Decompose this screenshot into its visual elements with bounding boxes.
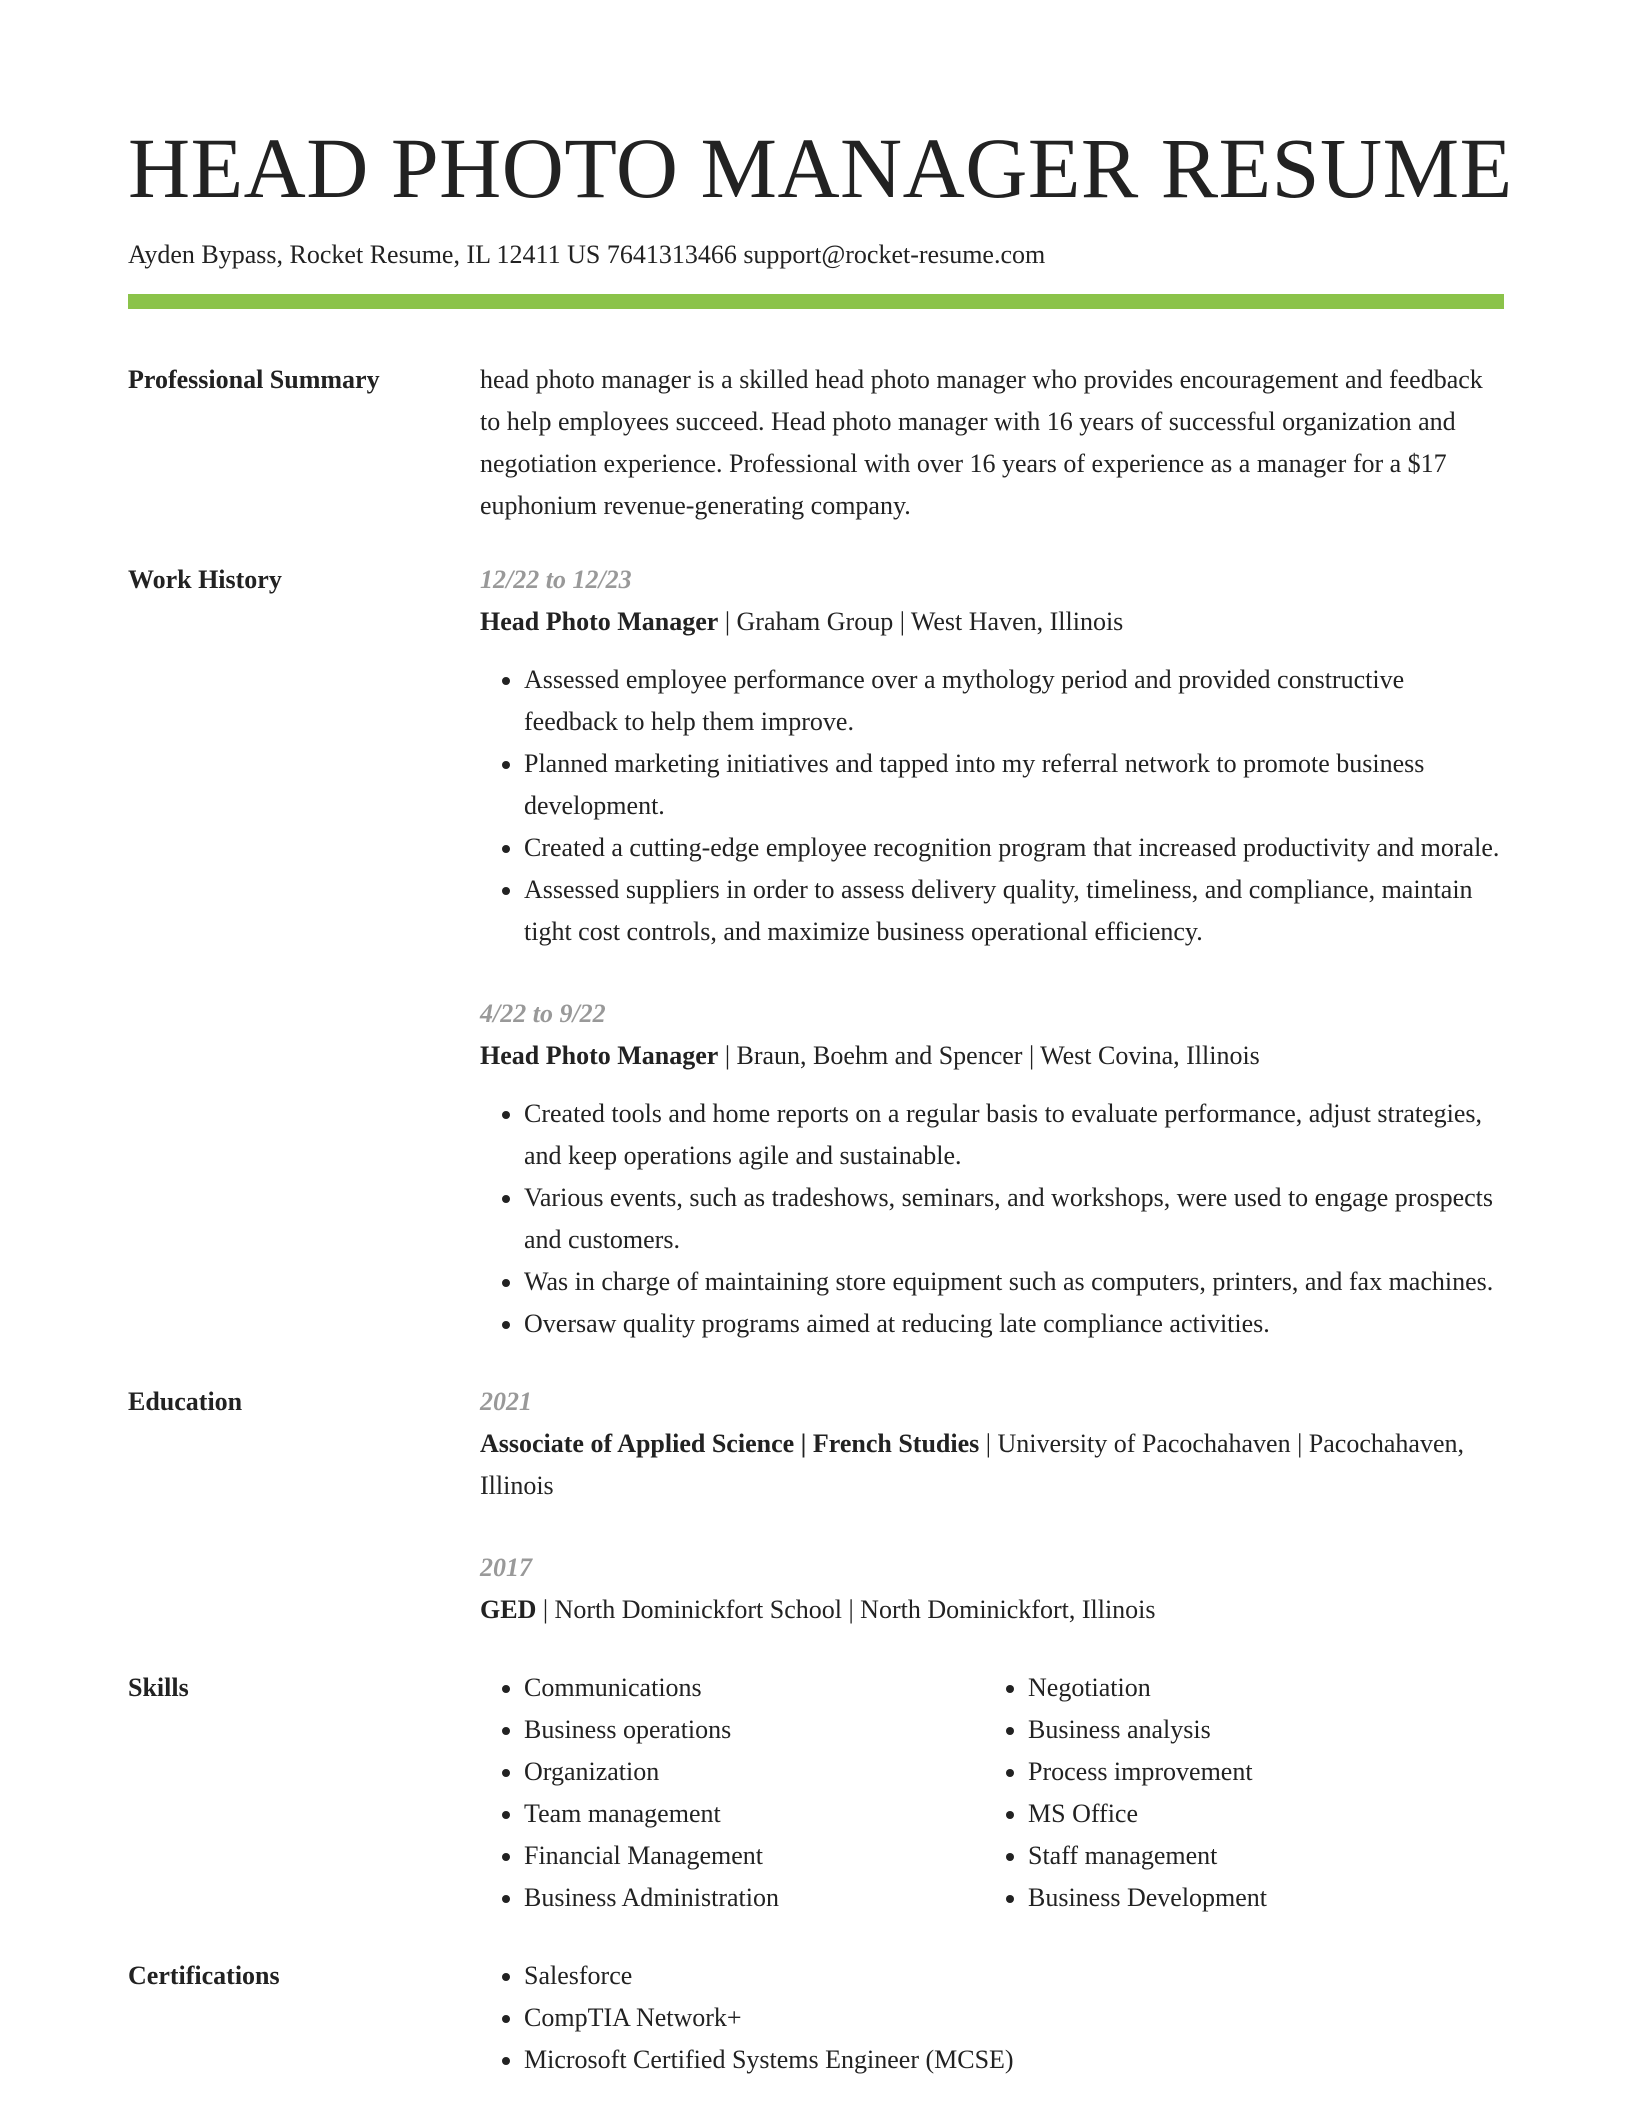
- education-year: 2021: [480, 1387, 532, 1416]
- job-entry: [480, 993, 1504, 1345]
- skills-list: [984, 1667, 1267, 1919]
- education-body: [480, 1381, 1504, 1631]
- job-details: | Graham Group | West Haven, Illinois: [718, 607, 1124, 636]
- skill-item: • Financial Management: [524, 1835, 984, 1877]
- certification-item: • Microsoft Certified Systems Engineer (MCSE): [524, 2039, 1504, 2081]
- header-divider: [128, 294, 1504, 309]
- summary-section: [128, 359, 1504, 527]
- job-bullet: • Oversaw quality programs aimed at reducing late compliance activities.: [524, 1303, 1504, 1345]
- education-section: [128, 1381, 1504, 1631]
- education-degree: Associate of Applied Science | French Studies: [480, 1429, 980, 1458]
- skill-item: • Business analysis: [1028, 1709, 1267, 1751]
- skills-heading: Skills: [128, 1673, 189, 1702]
- resume-title: HEAD PHOTO MANAGER RESUME: [128, 120, 1513, 216]
- job-bullet: • Assessed suppliers in order to assess delivery quality, timeliness, and compliance, maintain tight cost controls, and maximize business operational efficiency.: [524, 869, 1504, 953]
- skill-item: • Organization: [524, 1751, 984, 1793]
- job-bullet: • Was in charge of maintaining store equipment such as computers, printers, and fax machines.: [524, 1261, 1504, 1303]
- skill-item: • Business operations: [524, 1709, 984, 1751]
- certifications-section: [128, 1955, 1504, 2081]
- job-bullets: [480, 659, 1504, 953]
- skills-grid: [480, 1667, 1504, 1919]
- certification-item: • CompTIA Network+: [524, 1997, 1504, 2039]
- skills-section: [128, 1667, 1504, 1919]
- job-details: | Braun, Boehm and Spencer | West Covina, Illinois: [718, 1041, 1260, 1070]
- contact-line: [128, 238, 1504, 272]
- job-dates: 4/22 to 9/22: [480, 999, 606, 1028]
- certifications-body: [480, 1955, 1504, 2081]
- job-bullet: • Created a cutting-edge employee recognition program that increased productivity and morale.: [524, 827, 1504, 869]
- summary-heading: Professional Summary: [128, 365, 380, 394]
- job-dates: 12/22 to 12/23: [480, 565, 632, 594]
- resume-page: [128, 0, 1513, 2081]
- job-heading: [480, 1035, 1504, 1077]
- contact-address: Ayden Bypass, Rocket Resume, IL 12411 US: [128, 240, 601, 269]
- certification-item: • Salesforce: [524, 1955, 1504, 1997]
- work-history-body: [480, 559, 1504, 1345]
- skills-column: [984, 1667, 1267, 1919]
- contact-email[interactable]: support@rocket-resume.com: [743, 240, 1046, 269]
- work-history-section: [128, 559, 1504, 1345]
- education-entry: [480, 1381, 1504, 1507]
- job-bullet: • Created tools and home reports on a regular basis to evaluate performance, adjust strategies, and keep operations agile and sustainable.: [524, 1093, 1504, 1177]
- education-line: [480, 1423, 1504, 1507]
- education-details: | University of Pacochahaven | Pacochahaven, Illinois: [480, 1429, 1464, 1500]
- skill-item: • Business Development: [1028, 1877, 1267, 1919]
- contact-phone: 7641313466: [606, 240, 737, 269]
- job-bullet: • Assessed employee performance over a mythology period and provided constructive feedback to help them improve.: [524, 659, 1504, 743]
- certifications-list: [480, 1955, 1504, 2081]
- job-title: Head Photo Manager: [480, 607, 719, 636]
- skill-item: • Communications: [524, 1667, 984, 1709]
- skill-item: • Team management: [524, 1793, 984, 1835]
- skills-column: [480, 1667, 984, 1919]
- certifications-heading: Certifications: [128, 1961, 280, 1990]
- education-year: 2017: [480, 1553, 532, 1582]
- work-history-heading: Work History: [128, 565, 282, 594]
- skill-item: • Negotiation: [1028, 1667, 1267, 1709]
- job-bullet: • Planned marketing initiatives and tapped into my referral network to promote business development.: [524, 743, 1504, 827]
- job-title: Head Photo Manager: [480, 1041, 719, 1070]
- education-degree: GED: [480, 1595, 537, 1624]
- job-entry: [480, 559, 1504, 953]
- education-heading: Education: [128, 1387, 243, 1416]
- summary-text: head photo manager is a skilled head photo manager who provides encouragement and feedback to help employees succeed. Head photo manager with 16 years of successful organization and negotiation experience. Professional with over 16 years of experience as a manager for a $17 euphonium revenue-generating company.: [480, 365, 1483, 520]
- job-bullet: • Various events, such as tradeshows, seminars, and workshops, were used to engage prospects and customers.: [524, 1177, 1504, 1261]
- education-details: | North Dominickfort School | North Dominickfort, Illinois: [536, 1595, 1156, 1624]
- job-heading: [480, 601, 1504, 643]
- education-line: [480, 1589, 1504, 1631]
- skill-item: • Business Administration: [524, 1877, 984, 1919]
- skill-item: • Staff management: [1028, 1835, 1267, 1877]
- skills-list: [480, 1667, 984, 1919]
- job-bullets: [480, 1093, 1504, 1345]
- skill-item: • MS Office: [1028, 1793, 1267, 1835]
- skill-item: • Process improvement: [1028, 1751, 1267, 1793]
- education-entry: [480, 1547, 1504, 1631]
